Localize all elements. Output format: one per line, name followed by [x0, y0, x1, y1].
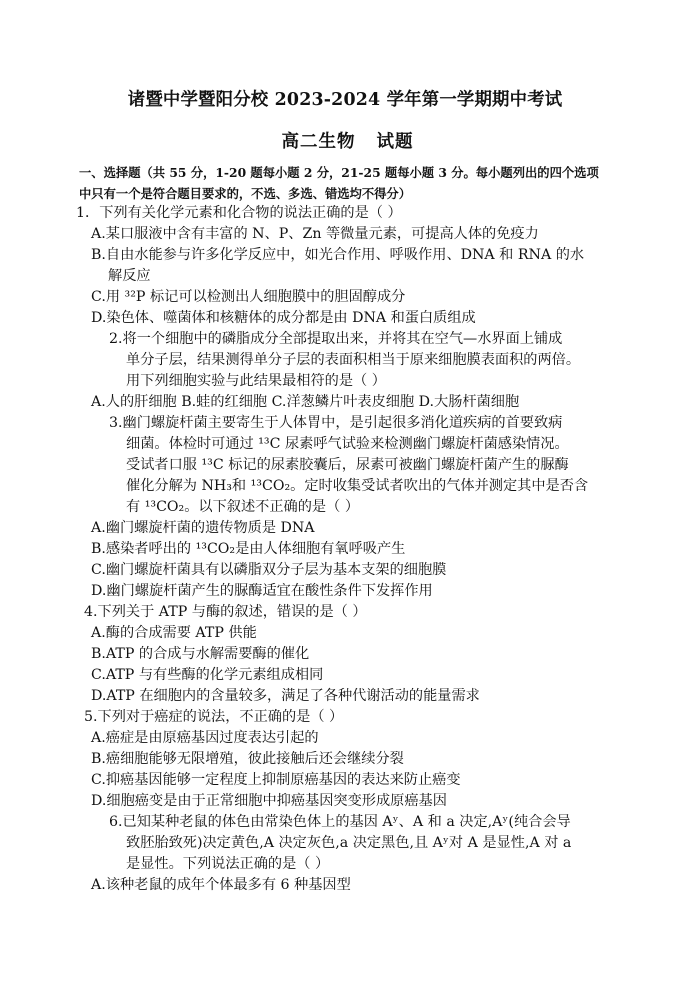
question-1-option-d: D.染色体、噬菌体和核糖体的成分都是由 DNA 和蛋白质组成	[91, 310, 476, 326]
question-1-option-b: B.自由水能参与许多化学反应中，如光合作用、呼吸作用、DNA 和 RNA 的水	[91, 247, 585, 263]
question-4-option-d: D.ATP 在细胞内的含量较多，满足了各种代谢活动的能量需求	[91, 688, 480, 704]
question-3-stem-cont: 催化分解为 NH₃和 ¹³CO₂。定时收集受试者吹出的气体并测定其中是否含	[126, 478, 589, 494]
question-5-stem: 5.下列对于癌症的说法，不正确的是（ ）	[84, 709, 344, 725]
question-2-stem-cont: 用下列细胞实验与此结果最相符的是（ ）	[126, 373, 386, 389]
question-5-option-c: C.抑癌基因能够一定程度上抑制原癌基因的表达来防止癌变	[91, 772, 461, 788]
question-4-option-a: A.酶的合成需要 ATP 供能	[91, 625, 257, 641]
question-3-option-c: C.幽门螺旋杆菌具有以磷脂双分子层为基本支架的细胞膜	[91, 562, 447, 578]
question-3-option-a: A.幽门螺旋杆菌的遗传物质是 DNA	[91, 520, 315, 536]
question-3-stem: 3.幽门螺旋杆菌主要寄生于人体胃中，是引起很多消化道疾病的首要致病	[109, 415, 563, 431]
question-6-stem-cont: 致胚胎致死)决定黄色,A 决定灰色,a 决定黑色,且 Aʸ对 A 是显性,A 对 a	[126, 835, 572, 851]
question-1-option-c: C.用 ³²P 标记可以检测出人细胞膜中的胆固醇成分	[91, 289, 406, 305]
question-6-stem: 6.已知某种老鼠的体色由常染色体上的基因 Aʸ、A 和 a 决定,Aʸ(纯合会导	[109, 814, 571, 830]
question-3-option-b: B.感染者呼出的 ¹³CO₂是由人体细胞有氧呼吸产生	[91, 541, 406, 557]
question-1-stem: 1．下列有关化学元素和化合物的说法正确的是（ ）	[76, 205, 402, 221]
question-1-option-a: A.某口服液中含有丰富的 N、P、Zn 等微量元素，可提高人体的免疫力	[91, 226, 539, 242]
question-4-option-c: C.ATP 与有些酶的化学元素组成相同	[91, 667, 324, 683]
question-5-option-d: D.细胞癌变是由于正常细胞中抑癌基因突变形成原癌基因	[91, 793, 447, 809]
section-instructions-line-1: 一、选择题（共 55 分，1-20 题每小题 2 分，21-25 题每小题 3 分。每小题列出的四个选项	[79, 165, 599, 180]
question-3-stem-cont: 有 ¹³CO₂。以下叙述不正确的是（ ）	[126, 499, 360, 515]
question-6-option-a: A.该种老鼠的成年个体最多有 6 种基因型	[91, 877, 351, 893]
question-3-stem-cont: 细菌。体检时可通过 ¹³C 尿素呼气试验来检测幽门螺旋杆菌感染情况。	[126, 436, 569, 452]
exam-title: 诸暨中学暨阳分校 2023-2024 学年第一学期期中考试	[127, 90, 563, 110]
question-4-option-b: B.ATP 的合成与水解需要酶的催化	[91, 646, 310, 662]
question-2-options: A.人的肝细胞 B.蛙的红细胞 C.洋葱鳞片叶表皮细胞 D.大肠杆菌细胞	[91, 394, 520, 410]
question-3-stem-cont: 受试者口服 ¹³C 标记的尿素胶囊后，尿素可被幽门螺旋杆菌产生的脲酶	[126, 457, 569, 473]
question-2-stem: 2.将一个细胞中的磷脂成分全部提取出来，并将其在空气—水界面上铺成	[109, 331, 563, 347]
question-2-stem-cont: 单分子层，结果测得单分子层的表面积相当于原来细胞膜表面积的两倍。	[126, 352, 581, 368]
exam-subtitle: 高二生物 试题	[281, 132, 414, 152]
section-instructions-line-2: 中只有一个是符合题目要求的，不选、多选、错选均不得分）	[79, 186, 412, 201]
question-3-option-d: D.幽门螺旋杆菌产生的脲酶适宜在酸性条件下发挥作用	[91, 583, 433, 599]
question-6-stem-cont: 是显性。下列说法正确的是（ ）	[126, 856, 330, 872]
question-1-option-b-cont: 解反应	[108, 268, 151, 284]
question-4-stem: 4.下列关于 ATP 与酶的叙述，错误的是（ ）	[84, 604, 367, 620]
question-5-option-a: A.癌症是由原癌基因过度表达引起的	[91, 730, 319, 746]
question-5-option-b: B.癌细胞能够无限增殖，彼此接触后还会继续分裂	[91, 751, 404, 767]
